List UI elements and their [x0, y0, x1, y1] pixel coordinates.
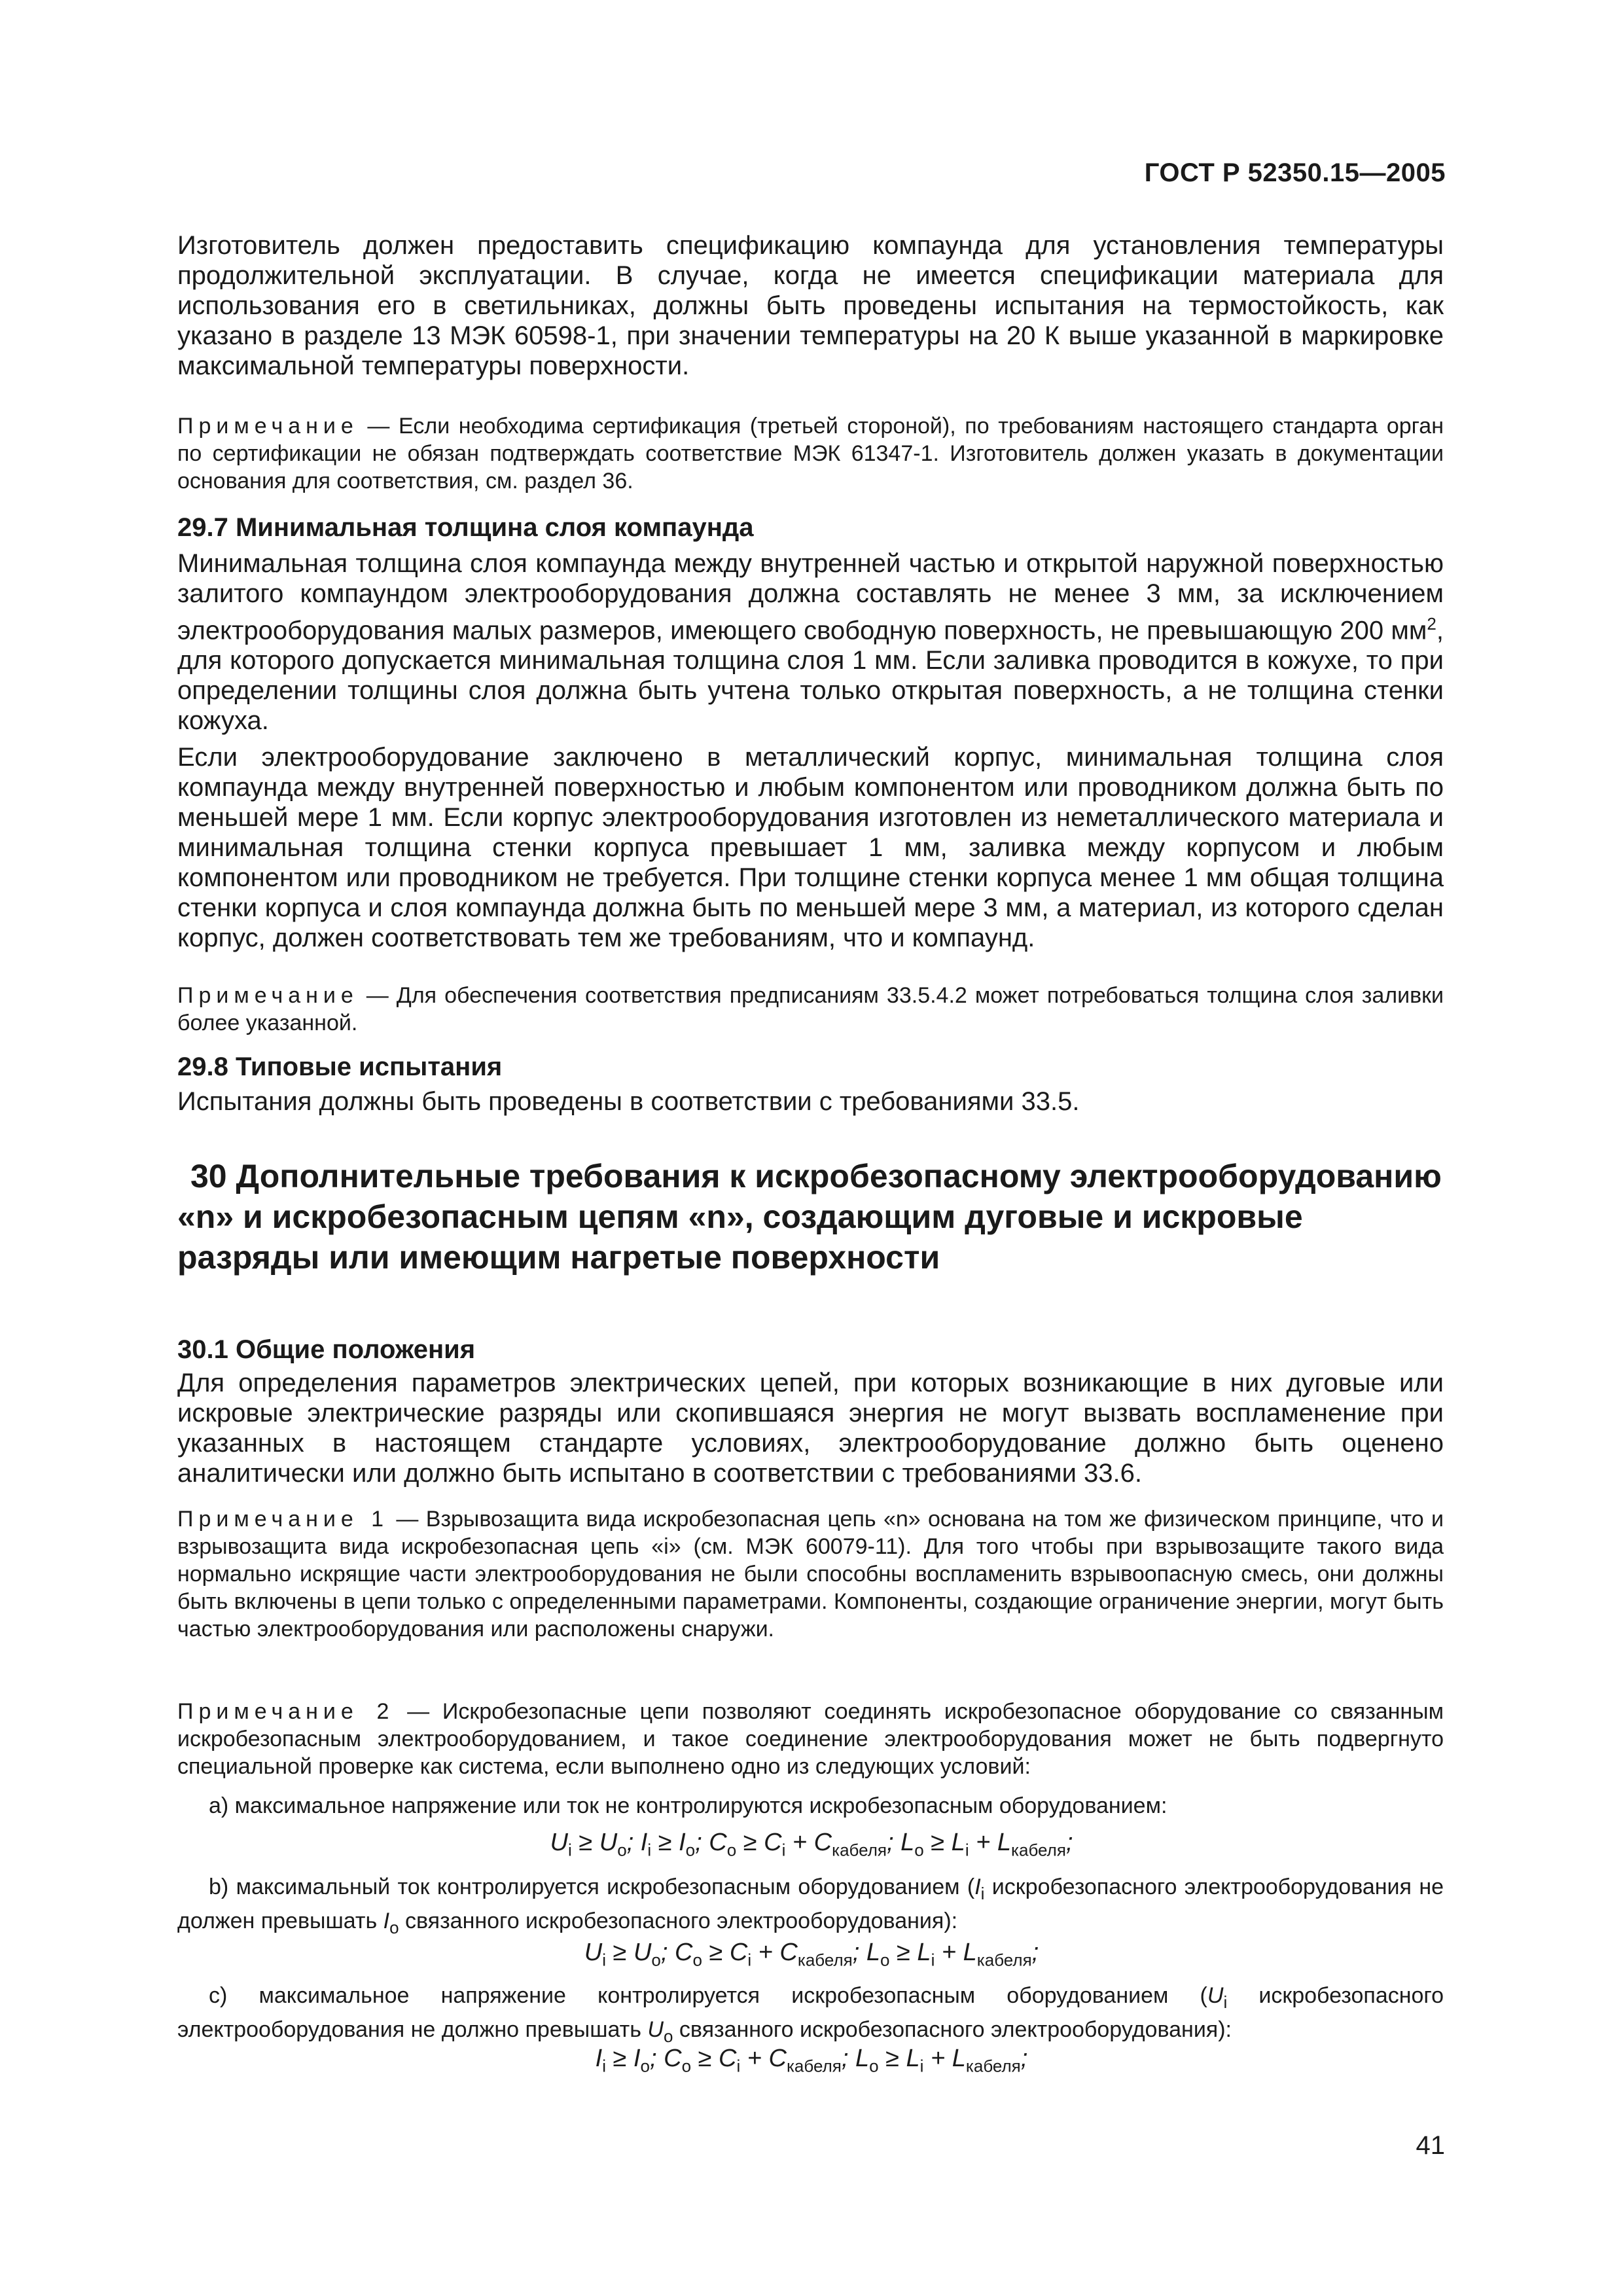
note-text: — Для обеспечения соответствия предписаниям 33.5.4.2 может потребоваться толщина слоя заливки более указанной.: [177, 983, 1444, 1035]
page-number: 41: [1416, 2131, 1445, 2160]
formula-b: $U_i \ge U_o$; $C_o \ge C_i + C_{кабеля}$; $L_o \ge L_i + L_{кабеля}$;: [584, 1939, 1039, 1970]
section-heading-29-7: 29.7 Минимальная толщина слоя компаунда: [177, 513, 754, 542]
note-2-conditions: [177, 1698, 1444, 1780]
sym: U: [647, 2017, 664, 2042]
paragraph-compound-spec: [177, 230, 1444, 381]
paragraph-text: Для определения параметров электрических цепей, при которых возникающие в них дуговые или искровые электрические разряды или скопившаяся энергия не могут вызвать воспламенение при указанных в настоящем стандарте условиях, электрооборудование должно быть оценено аналитически или должно быть испытано в соответствии с требованиями 33.6.: [177, 1369, 1444, 1488]
condition-text: b) максимальный ток контролируется искробезопасным оборудованием (: [209, 1874, 975, 1899]
condition-text-end: связанного искробезопасного электрооборудования):: [399, 1908, 958, 1933]
chapter-heading-30: [177, 1156, 1444, 1278]
condition-text-cont: искробезопасного электрооборудования не должен превышать: [177, 1874, 1444, 1933]
condition-a: [177, 1792, 1444, 1820]
sub: i: [1223, 1992, 1228, 2012]
sub-cable: кабеля: [976, 1950, 1032, 1970]
sub-cable: кабеля: [786, 2056, 842, 2076]
section-heading-30-1: 30.1 Общие положения: [177, 1335, 476, 1364]
sub: i: [567, 1840, 572, 1860]
sym: I: [383, 1908, 390, 1933]
sub-cable: кабеля: [1011, 1840, 1066, 1860]
note-label: Примечание 1: [177, 1507, 389, 1532]
superscript: 2: [1427, 614, 1436, 634]
note-label: Примечание: [177, 983, 359, 1008]
note-filling: [177, 982, 1444, 1037]
note-text: — Взрывозащита вида искробезопасная цепь «n» основана на том же физическом принципе, что и взрывозащита вида искробезопасная цепь «i» (см. МЭК 60079-11). Для того чтобы при взрывозащите такого вида нормально искрящие части электрооборудования не были способны воспламенить взрывоопасную смесь, они должны быть включены в цепи только с определенными параметрами. Компоненты, создающие ограничение энергии, могут быть частью электрооборудования или расположены снаружи.: [177, 1507, 1444, 1641]
paragraph-text-cont: , для которого допускается минимальная толщина слоя 1 мм. Если заливка проводится в кожухе, то при определении толщины слоя должна быть учтена только открытая поверхность, а не толщина стенки кожуха.: [177, 616, 1444, 736]
sub-cable: кабеля: [797, 1950, 853, 1970]
paragraph-metal-enclosure: [177, 742, 1444, 953]
note-text: — Если необходима сертификация (третьей стороной), по требованиям настоящего стандарта орган по сертификации не обязан подтверждать соответствие МЭК 61347-1. Изготовитель должен указать в документации основания для соответствия, см. раздел 36.: [177, 414, 1444, 493]
sym: U: [1207, 1983, 1224, 2008]
sym: U: [550, 1829, 568, 1856]
chapter-title: Дополнительные требования к искробезопасному электрооборудованию «n» и искробезопасным цепям «n», создающим дуговые и искровые разряды или имеющим нагретые поверхности: [177, 1158, 1442, 1276]
paragraph-general: [177, 1368, 1444, 1488]
condition-c: [177, 1982, 1444, 2050]
formula-a: $U_i \ge U_o$; $I_i \ge I_o$; $C_o \ge C_i + C_{кабеля}$; $L_o \ge L_i + L_{кабеля}$;: [550, 1829, 1073, 1860]
sym: U: [599, 1829, 618, 1856]
sub: o: [617, 1840, 627, 1860]
condition-text-cont: искробезопасного электрооборудования не должно превышать: [177, 1983, 1444, 2042]
paragraph-min-thickness: [177, 548, 1444, 736]
formula-c: $I_i \ge I_o$; $C_o \ge C_i + C_{кабеля}$; $L_o \ge L_i + L_{кабеля}$;: [595, 2045, 1028, 2076]
note-label: Примечание: [177, 414, 359, 439]
standard-header: ГОСТ Р 52350.15—2005: [1144, 158, 1446, 187]
sym: I: [974, 1874, 981, 1899]
note-1-principle: [177, 1505, 1444, 1643]
condition-text-end: связанного искробезопасного электрооборудования):: [673, 2017, 1232, 2042]
condition-text: c) максимальное напряжение контролируется искробезопасным оборудованием (: [209, 1983, 1207, 2008]
note-certification: [177, 412, 1444, 495]
sub-cable: кабеля: [965, 2056, 1021, 2076]
note-label: Примечание 2: [177, 1699, 395, 1724]
condition-text: a) максимальное напряжение или ток не контролируются искробезопасным оборудованием:: [209, 1793, 1168, 1818]
section-heading-29-8: 29.8 Типовые испытания: [177, 1052, 503, 1081]
chapter-number: 30: [190, 1158, 227, 1194]
sub: o: [663, 2026, 673, 2046]
condition-b: [177, 1873, 1444, 1941]
paragraph-type-tests: Испытания должны быть проведены в соответствии с требованиями 33.5.: [177, 1087, 1080, 1116]
note-text: — Искробезопасные цепи позволяют соединять искробезопасное оборудование со связанным искробезопасным электрооборудованием, и такое соединение электрооборудования может не быть подвергнуто специальной проверке как система, если выполнено одно из следующих условий:: [177, 1699, 1444, 1779]
paragraph-text: Если электрооборудование заключено в металлический корпус, минимальная толщина слоя компаунда между внутренней поверхностью и любым компонентом или проводником должна быть по меньшей мере 1 мм. Если корпус электрооборудования изготовлен из неметаллического материала и минимальная толщина стенки корпуса превышает 1 мм, заливка между корпусом и любым компонентом или проводником не требуется. При толщине стенки корпуса менее 1 мм общая толщина стенки корпуса и слоя компаунда должна быть по меньшей мере 3 мм, а материал, из которого сделан корпус, должен соответствовать тем же требованиям, что и компаунд.: [177, 743, 1444, 952]
sub-cable: кабеля: [832, 1840, 887, 1860]
paragraph-text: Минимальная толщина слоя компаунда между внутренней частью и открытой наружной поверхностью залитого компаундом электрооборудования должна составлять не менее 3 мм, за исключением электрооборудования малых размеров, имеющего свободную поверхность, не превышающую 200 мм: [177, 549, 1444, 645]
sub: i: [980, 1883, 985, 1903]
paragraph-text: Изготовитель должен предоставить спецификацию компаунда для установления температуры продолжительной эксплуатации. В случае, когда не имеется спецификации материала для использования его в светильниках, должны быть проведены испытания на термостойкость, как указано в разделе 13 МЭК 60598-1, при значении температуры на 20 К выше указанной в маркировке максимальной температуры поверхности.: [177, 231, 1444, 380]
sub: o: [389, 1917, 399, 1937]
